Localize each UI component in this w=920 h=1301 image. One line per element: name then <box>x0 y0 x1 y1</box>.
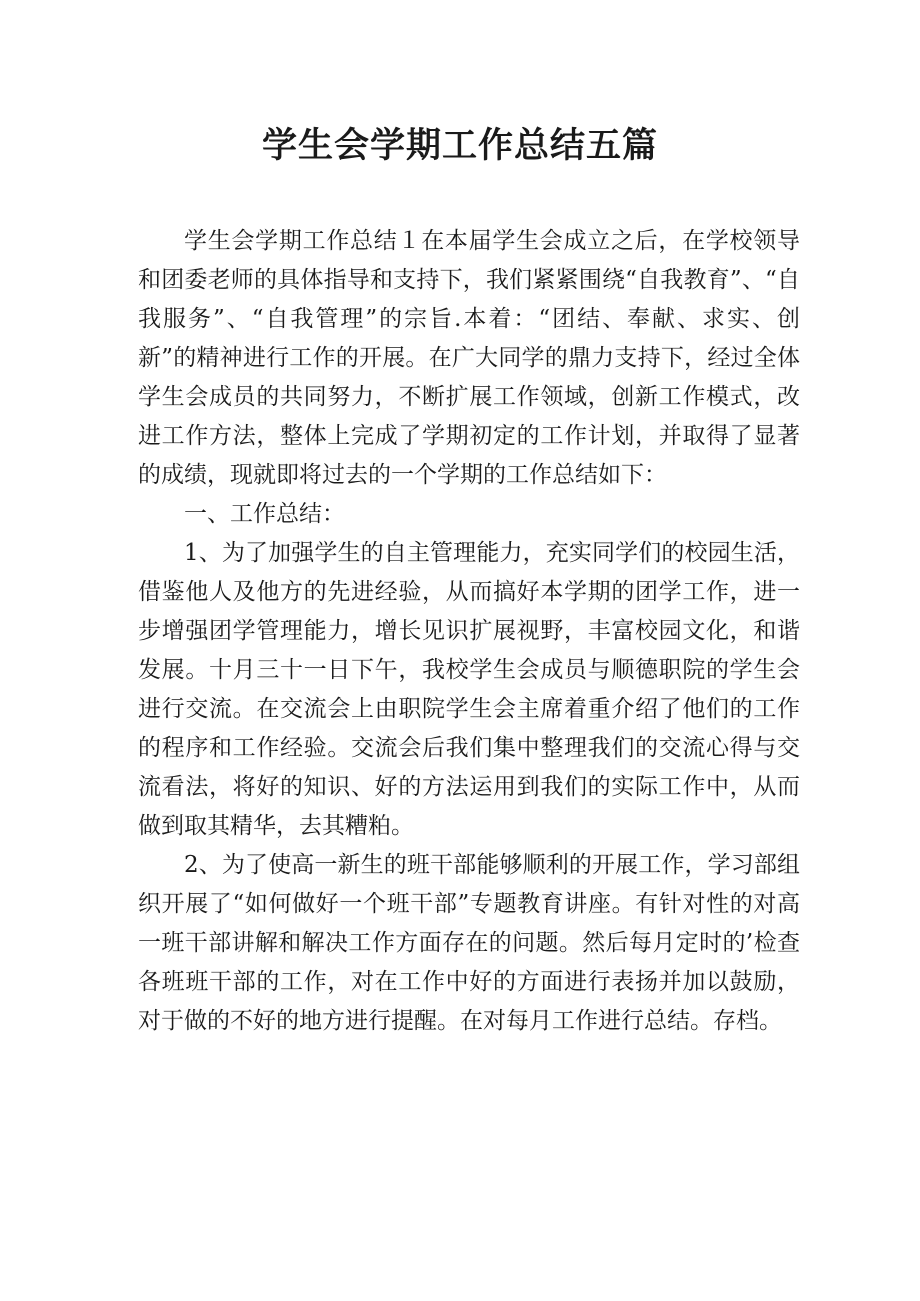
section-heading: 一、工作总结： <box>184 501 345 527</box>
paragraph-intro: 学生会学期工作总结１在本届学生会成立之后，在学校领导和团委老师的具体指导和支持下，我们紧紧围绕“自我教育”、“自我服务”、“自我管理”的宗旨.本着：“团结、奉献、求实、创新”的精神进行工作的开展。在广大同学的鼎力支持下，经过全体学生会成员的共同努力，不断扩展工作领域，创新工作模式，改进工作方法，整体上完成了学期初定的工作计划，并取得了显著的成绩，现就即将过去的一个学期的工作总结如下： <box>138 228 800 488</box>
document-title: 学生会学期工作总结五篇 <box>261 126 658 166</box>
document-body <box>138 222 800 1041</box>
paragraph-item-2: 2、为了使高一新生的班干部能够顺利的开展工作，学习部组织开展了“如何做好一个班干部”专题教育讲座。有针对性的对高一班干部讲解和解决工作方面存在的问题。然后每月定时的’检查各班班干部的工作，对在工作中好的方面进行表扬并加以鼓励，对于做的不好的地方进行提醒。在对每月工作进行总结。存档。 <box>138 852 800 1034</box>
paragraph-item-1: 1、为了加强学生的自主管理能力，充实同学们的校园生活，借鉴他人及他方的先进经验，从而搞好本学期的团学工作，进一步增强团学管理能力，增长见识扩展视野，丰富校园文化，和谐发展。十月三十一日下午，我校学生会成员与顺德职院的学生会进行交流。在交流会上由职院学生会主席着重介绍了他们的工作的程序和工作经验。交流会后我们集中整理我们的交流心得与交流看法，将好的知识、好的方法运用到我们的实际工作中，从而做到取其精华，去其糟粕。 <box>138 540 800 839</box>
